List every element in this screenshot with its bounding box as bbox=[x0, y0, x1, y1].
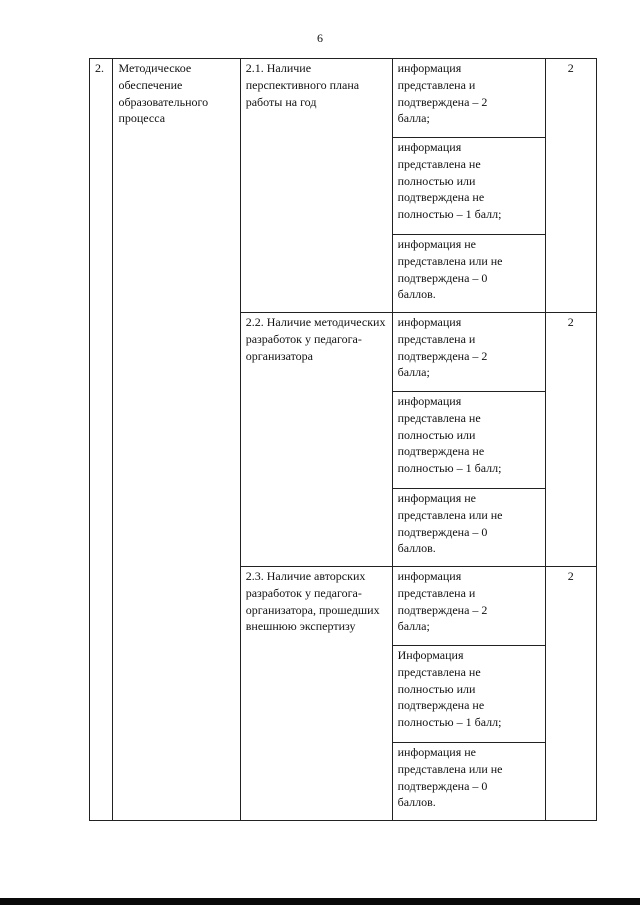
max-score: 2 bbox=[545, 59, 596, 313]
indicator-name: 2.1. Наличие перспективного плана работы на год bbox=[240, 59, 392, 313]
indicator-name: 2.3. Наличие авторских разработок у педагога-организатора, прошедших внешнюю экспертизу bbox=[240, 567, 392, 821]
criteria-cell bbox=[392, 313, 545, 567]
criterion-partial: Информация представлена не полностью или подтверждена не полностью – 1 балл; bbox=[393, 646, 545, 743]
criterion-full: информация представлена и подтверждена – 2 балла; bbox=[393, 567, 545, 646]
criterion-partial: информация представлена не полностью или подтверждена не полностью – 1 балл; bbox=[393, 392, 545, 489]
criterion-none: информация не представлена или не подтверждена – 0 баллов. bbox=[397, 237, 503, 302]
page-number: 6 bbox=[317, 31, 323, 45]
criterion-full: информация представлена и подтверждена – 2 балла; bbox=[393, 313, 545, 392]
criterion-none: информация не представлена или не подтверждена – 0 баллов. bbox=[397, 745, 503, 810]
criteria-cell bbox=[392, 59, 545, 313]
indicator-name: 2.2. Наличие методических разработок у педагога-организатора bbox=[240, 313, 392, 567]
section-number: 2. bbox=[90, 59, 113, 821]
criteria-cell bbox=[392, 567, 545, 821]
scan-bottom-edge bbox=[0, 898, 640, 905]
criterion-partial: информация представлена не полностью или подтверждена не полностью – 1 балл; bbox=[393, 138, 545, 235]
criteria-table bbox=[89, 58, 597, 821]
max-score: 2 bbox=[545, 313, 596, 567]
section-title: Методическое обеспечение образовательного процесса bbox=[113, 59, 240, 821]
table-row bbox=[90, 59, 597, 313]
criterion-full: информация представлена и подтверждена – 2 балла; bbox=[393, 59, 545, 138]
criterion-none: информация не представлена или не подтверждена – 0 баллов. bbox=[397, 491, 503, 556]
max-score: 2 bbox=[545, 567, 596, 821]
